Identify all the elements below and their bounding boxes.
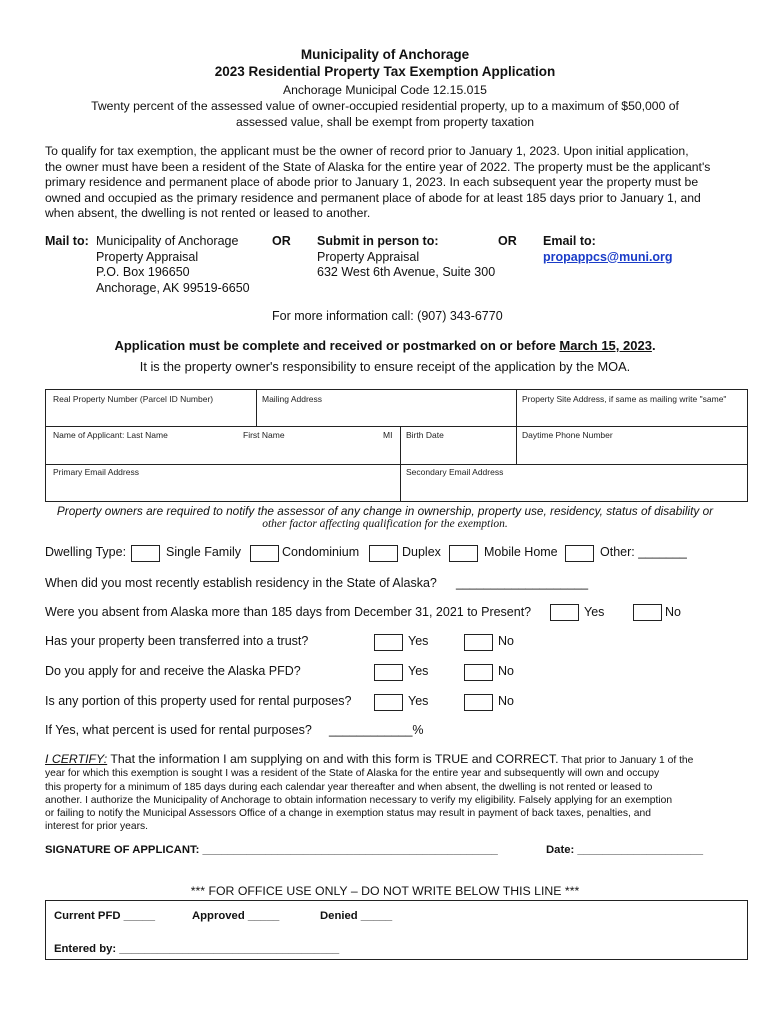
duplex-checkbox[interactable] <box>369 545 398 562</box>
absent-no-checkbox[interactable] <box>633 604 662 621</box>
mailing-address-field[interactable]: Mailing Address <box>262 394 323 404</box>
mobile-home-label: Mobile Home <box>484 545 558 559</box>
email-label: Email to: <box>543 234 596 248</box>
certification-paragraph <box>45 753 735 834</box>
trust-yes-checkbox[interactable] <box>374 634 403 651</box>
intro-paragraph <box>45 144 735 222</box>
mail-label: Mail to: <box>45 234 89 248</box>
intro-line: when absent, the dwelling is not rented or leased to another. <box>45 206 371 220</box>
notice-line-1: Property owners are required to notify the assessor of any change in ownership, property use, residency, status of disability or <box>56 504 714 518</box>
current-pfd-field[interactable]: Current PFD _____ <box>54 910 156 922</box>
pfd-yes-checkbox[interactable] <box>374 664 403 681</box>
deadline-date: March 15, 2023 <box>559 338 652 353</box>
deadline-prefix: Application must be complete and received or postmarked on or before <box>114 338 560 353</box>
other-checkbox[interactable] <box>565 545 594 562</box>
residency-date-field[interactable]: ___________________ <box>456 576 589 590</box>
notice-line-2: other factor affecting qualification for the exemption. <box>262 518 508 530</box>
email-link[interactable]: propappcs@muni.org <box>543 249 673 264</box>
mail-line: Municipality of Anchorage <box>96 234 239 248</box>
certify-line: interest for prior years. <box>45 821 149 833</box>
birth-date-field[interactable]: Birth Date <box>406 430 444 440</box>
daytime-phone-field[interactable]: Daytime Phone Number <box>522 430 613 440</box>
pfd-question: Do you apply for and receive the Alaska PFD? <box>45 664 301 678</box>
approved-field[interactable]: Approved _____ <box>192 910 280 922</box>
parcel-field[interactable]: Real Property Number (Parcel ID Number) <box>53 394 214 404</box>
mail-line: Anchorage, AK 99519-6650 <box>96 280 250 295</box>
trust-no-checkbox[interactable] <box>464 634 493 651</box>
org-name: Municipality of Anchorage <box>300 47 470 62</box>
summary-line-2: assessed value, shall be exempt from property taxation <box>235 115 535 129</box>
duplex-label: Duplex <box>402 545 441 559</box>
certify-line: another. I authorize the Municipality of Anchorage to obtain information necessary to verify my eligibility. Falsely applying for an exemption <box>45 794 673 806</box>
certify-lead: That the information I am supplying on and with this form is TRUE and CORRECT. <box>107 752 559 766</box>
or-separator: OR <box>498 234 517 248</box>
mail-line: Property Appraisal <box>96 249 199 264</box>
office-use-box <box>45 900 748 960</box>
deadline-notice <box>0 338 770 353</box>
applicant-info-table <box>45 389 748 502</box>
first-name-field[interactable]: First Name <box>243 430 285 440</box>
rental-percent-question: If Yes, what percent is used for rental purposes? <box>45 723 312 737</box>
rental-percent-field[interactable]: ____________% <box>329 723 424 737</box>
secondary-email-field[interactable]: Secondary Email Address <box>406 467 504 477</box>
certify-line: this property for a minimum of 185 days during each calendar year thereafter and when absent, the dwelling is not rented or leased to <box>45 781 653 793</box>
single-family-label: Single Family <box>166 545 242 559</box>
rental-question: Is any portion of this property used for rental purposes? <box>45 694 352 708</box>
pfd-no-checkbox[interactable] <box>464 664 493 681</box>
in-person-line: 632 West 6th Avenue, Suite 300 <box>317 265 496 279</box>
office-use-heading: *** FOR OFFICE USE ONLY – DO NOT WRITE BELOW THIS LINE *** <box>190 884 580 898</box>
site-address-field[interactable]: Property Site Address, if same as mailing write "same" <box>522 394 727 404</box>
responsibility-note: It is the property owner's responsibility to ensure receipt of the application by the MOA. <box>139 359 631 374</box>
entered-by-field[interactable]: Entered by: ___________________________________ <box>54 943 340 955</box>
or-separator: OR <box>272 234 291 248</box>
absent-question: Were you absent from Alaska more than 185 days from December 31, 2021 to Present? <box>45 605 532 619</box>
page-title: 2023 Residential Property Tax Exemption Application <box>214 64 556 79</box>
residency-question: When did you most recently establish residency in the State of Alaska? <box>45 576 437 590</box>
middle-initial-field[interactable]: MI <box>383 430 393 440</box>
phone-info: For more information call: (907) 343-6770 <box>272 309 503 323</box>
signature-field[interactable]: SIGNATURE OF APPLICANT: _______________________________________________ <box>45 844 498 856</box>
mail-address <box>96 234 250 296</box>
last-name-field[interactable]: Name of Applicant: Last Name <box>53 430 168 440</box>
primary-email-field[interactable]: Primary Email Address <box>53 467 139 477</box>
condominium-label: Condominium <box>282 545 360 559</box>
trust-yes-label: Yes <box>408 634 429 648</box>
summary-line-1: Twenty percent of the assessed value of owner-occupied residential property, up to a maximum of $50,000 of <box>91 99 679 113</box>
in-person-label: Submit in person to: <box>317 234 439 248</box>
trust-no-label: No <box>498 634 514 648</box>
rental-yes-label: Yes <box>408 694 429 708</box>
single-family-checkbox[interactable] <box>131 545 160 562</box>
absent-yes-checkbox[interactable] <box>550 604 579 621</box>
denied-field[interactable]: Denied _____ <box>320 910 393 922</box>
intro-line: To qualify for tax exemption, the applicant must be the owner of record prior to January 1, 2023. Upon initial application, <box>45 144 689 158</box>
deadline-suffix: . <box>651 338 656 353</box>
pfd-yes-label: Yes <box>408 664 429 678</box>
trust-question: Has your property been transferred into a trust? <box>45 634 309 648</box>
intro-line: primary residence and permanent place of abode prior to January 1, 2023. In each subsequent year the property must be <box>45 175 699 189</box>
rental-no-label: No <box>498 694 514 708</box>
mobile-home-checkbox[interactable] <box>449 545 478 562</box>
municipal-code: Anchorage Municipal Code 12.15.015 <box>283 83 487 97</box>
condominium-checkbox[interactable] <box>250 545 279 562</box>
date-field[interactable]: Date: ____________________ <box>546 844 704 856</box>
certify-label: I CERTIFY: <box>45 752 108 766</box>
email-block <box>543 234 673 265</box>
rental-no-checkbox[interactable] <box>464 694 493 711</box>
certify-line: or failing to notify the Municipal Assessors Office of a change in exemption status may result in payment of back taxes, penalties, and <box>45 808 651 820</box>
certify-line: year for which this exemption is sought I was a resident of the State of Alaska for the entire year and subsequently will own and occupy <box>45 768 660 780</box>
in-person-line: Property Appraisal <box>317 249 420 264</box>
in-person-address <box>317 234 495 281</box>
certify-rest: That prior to January 1 of the <box>558 755 694 766</box>
mail-line: P.O. Box 196650 <box>96 265 190 279</box>
dwelling-type-label: Dwelling Type: <box>45 545 127 559</box>
absent-no-label: No <box>665 605 681 619</box>
absent-yes-label: Yes <box>584 605 605 619</box>
other-label[interactable]: Other: _______ <box>600 545 687 559</box>
intro-line: owned and occupied as the primary residence and permanent place of abode for at least 185 days prior to January 1, and <box>45 190 701 205</box>
pfd-no-label: No <box>498 664 514 678</box>
intro-line: the owner must have been a resident of the State of Alaska for the entire year of 2022. The property must be the applicant's <box>45 159 711 174</box>
rental-yes-checkbox[interactable] <box>374 694 403 711</box>
